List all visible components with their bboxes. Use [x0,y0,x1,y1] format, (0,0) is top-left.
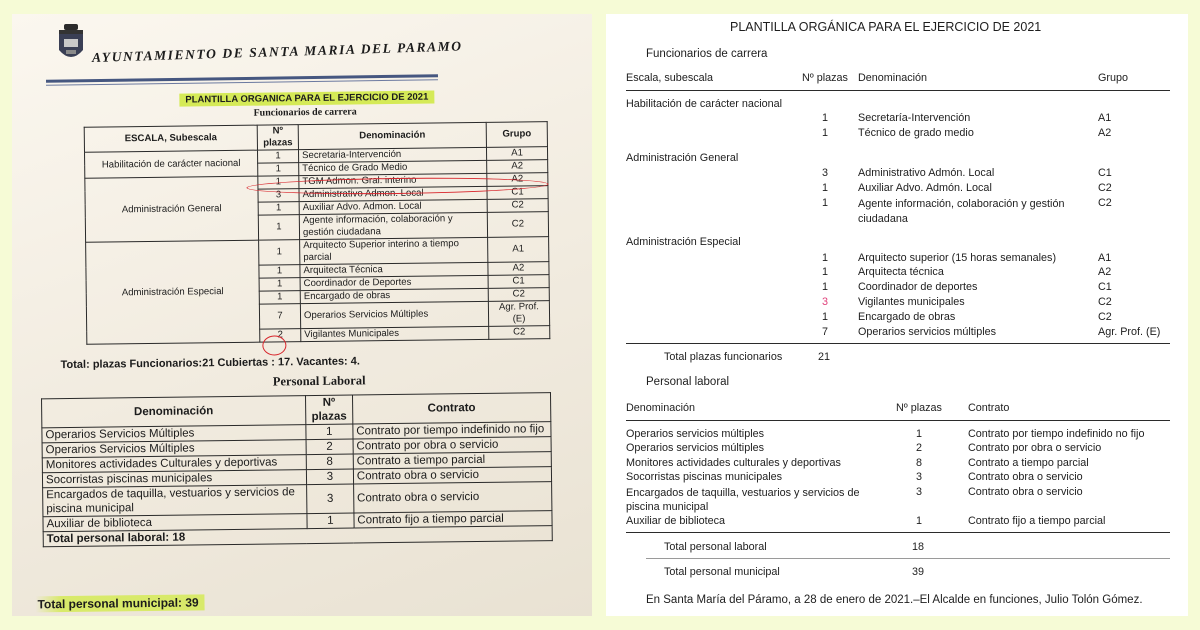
denominacion-cell: Administrativo Admón. Local [858,167,995,179]
denominacion-cell: Operarios servicios múltiples [626,442,765,454]
published-document [606,14,1188,616]
denominacion-cell: Arquitecto Superior interino a tiempo parcial [300,237,488,264]
plazas-cell: 2 [916,442,923,454]
plazas-cell: 7 [822,326,829,338]
plazas-cell: 3 [822,167,829,179]
document-subtitle: Funcionarios de carrera [253,106,357,119]
contrato-cell: Contrato fijo a tiempo parcial [354,511,552,528]
grupo-cell: C2 [1098,311,1112,323]
column-header: Contrato [968,402,1010,414]
grupo-cell: A2 [1098,266,1112,278]
grupo-cell: C1 [1098,167,1112,179]
contrato-cell: Contrato a tiempo parcial [353,452,551,469]
section-title: Funcionarios de carrera [646,48,768,60]
column-header: Contrato [352,393,550,424]
denominacion-cell: Auxiliar Advo. Admón. Local [858,182,992,194]
grupo-cell: C2 [487,212,548,238]
denominacion-cell: Socorristas piscinas municipales [626,471,783,483]
header-rule [626,420,1170,421]
plazas-cell: 2 [260,329,301,342]
grupo-cell: A1 [486,147,547,161]
denominacion-cell: Secretaría-Intervención [858,112,971,124]
grupo-cell: A1 [1098,112,1112,124]
grupo-cell: C2 [1098,182,1112,194]
plazas-cell: 1 [257,150,298,163]
denominacion-cell: Socorristas piscinas municipales [42,470,306,488]
plazas-cell: 8 [306,454,353,470]
plazas-cell: 2 [306,439,353,455]
total-municipal-label: Total personal municipal [664,566,780,578]
denominacion-cell: Encargados de taquilla, vestuarios y servicios de piscina municipal [626,487,860,513]
header-rule [626,90,1170,91]
denominacion-cell: Secretaria-Intervención [298,147,486,162]
group-label: Administración General [626,152,739,164]
document-title: PLANTILLA ORGÁNICA PARA EL EJERCICIO DE 2021 [730,20,1042,34]
total-laboral: Total personal laboral: 18 [43,526,552,547]
plazas-cell: 1 [259,265,300,278]
grupo-cell: Agr. Prof. (E) [1098,326,1161,338]
column-header: Escala, subescala [626,72,714,84]
plazas-cell: 1 [258,163,299,176]
contrato-cell: Contrato obra o servicio [968,471,1083,483]
personal-laboral-title: Personal Laboral [272,373,366,389]
document-body [12,14,592,616]
plazas-cell: 1 [259,278,300,291]
grupo-cell: C1 [487,186,548,200]
column-header: Grupo [1098,72,1129,84]
group-cell: Administración General [85,176,259,242]
grupo-cell: A2 [1098,127,1112,139]
plazas-cell: 1 [822,266,829,278]
plazas-cell: 1 [307,513,354,529]
grupo-cell: A1 [488,237,549,263]
contrato-cell: Contrato obra o servicio [353,482,551,513]
total-funcionarios-value: 21 [818,351,831,363]
denominacion-cell: Operarios Servicios Múltiples [42,425,306,443]
plazas-cell: 7 [259,304,300,329]
denominacion-cell: Arquitecta técnica [858,266,944,278]
denominacion-cell: Agente información, colaboración y gestión ciudadana [858,198,1065,225]
denominacion-cell: Arquitecta Técnica [300,262,488,277]
total-funcionarios-label: Total plazas funcionarios [664,351,783,363]
plazas-cell: 1 [822,197,829,209]
denominacion-cell: Vigilantes Municipales [301,326,489,341]
plazas-cell: 1 [916,428,923,440]
denominacion-cell: Operarios servicios múltiples [626,428,765,440]
grupo-cell: A2 [488,262,549,276]
total-laboral-label: Total personal laboral [664,541,767,553]
denominacion-cell: Coordinador de Deportes [300,275,488,290]
denominacion-cell: Encargado de obras [858,311,956,323]
column-header: Denominación [42,396,306,428]
column-header: Denominación [858,72,928,84]
group-label: Habilitación de carácter nacional [626,98,783,110]
denominacion-cell: Vigilantes municipales [858,296,965,308]
plazas-cell: 3 [916,471,923,483]
column-header: ESCALA, Subescala [84,125,257,152]
grupo-cell: C1 [1098,281,1112,293]
grupo-cell: A1 [1098,252,1112,264]
plazas-cell: 3 [822,296,829,308]
plazas-cell: 1 [822,281,829,293]
plazas-cell: 1 [822,112,829,124]
denominacion-cell: Agente información, colaboración y gestión ciudadana [299,212,487,239]
total-municipal-value: 39 [912,566,925,578]
section-title: Personal laboral [646,376,730,388]
plazas-cell: 3 [916,486,923,498]
denominacion-cell: Auxiliar Advo. Admon. Local [299,199,487,214]
grupo-cell: C2 [1098,296,1112,308]
plazas-cell: 1 [258,202,299,215]
plazas-cell: 1 [259,291,300,304]
plazas-cell: 1 [822,311,829,323]
grupo-cell: Agr. Prof. (E) [488,301,549,327]
denominacion-cell: Monitores actividades culturales y deportivas [626,457,841,469]
total-laboral-value: 18 [912,541,925,553]
divider [626,343,1170,344]
denominacion-cell: Técnico de Grado Medio [299,160,487,175]
plazas-cell: 8 [916,457,923,469]
denominacion-cell: Técnico de grado medio [858,127,974,139]
contrato-cell: Contrato por tiempo indefinido no fijo [353,422,551,439]
denominacion-cell: Operarios servicios múltiples [858,326,997,338]
funcionarios-table [84,121,551,345]
column-header: Grupo [486,122,547,148]
plazas-cell: 1 [258,176,299,189]
column-header: Nº plazas [802,72,848,84]
plazas-cell: 1 [916,515,923,527]
denominacion-cell: Operarios Servicios Múltiples [300,301,488,328]
denominacion-cell: Monitores actividades Culturales y deportivas [42,455,306,473]
plazas-cell: 1 [822,127,829,139]
plazas-cell: 3 [306,484,353,514]
column-header: Nº plazas [305,395,352,425]
denominacion-cell: Encargado de obras [300,288,488,303]
plazas-cell: 1 [822,252,829,264]
divider [626,532,1170,533]
red-circle-annotation [262,335,286,355]
contrato-cell: Contrato por obra o servicio [968,442,1102,454]
grupo-cell: A2 [487,160,548,174]
grupo-cell: C2 [489,326,550,340]
signature-footer: En Santa María del Páramo, a 28 de enero de 2021.–El Alcalde en funciones, Julio Tolón Gómez. [646,594,1143,606]
contrato-cell: Contrato por obra o servicio [353,437,551,454]
contrato-cell: Contrato obra o servicio [968,486,1083,498]
denominacion-cell: Arquitecto superior (15 horas semanales) [858,252,1057,264]
plazas-cell: 3 [258,189,299,202]
group-cell: Habilitación de carácter nacional [85,150,258,178]
grupo-cell: C2 [1098,197,1112,209]
plazas-cell: 1 [258,215,299,240]
denominacion-cell: Auxiliar de biblioteca [626,515,726,527]
council-header: AYUNTAMIENTO DE SANTA MARIA DEL PARAMO [91,38,463,65]
group-cell: Administración Especial [86,240,260,344]
plazas-cell: 1 [822,182,829,194]
column-header: Denominación [298,122,486,149]
column-header: Nº plazas [257,125,298,150]
document-title: PLANTILLA ORGANICA PARA EL EJERCICIO DE 2021 [179,90,434,106]
column-header: Denominación [626,402,696,414]
grupo-cell: C1 [488,275,549,289]
denominacion-cell: Administrativo Admon. Local [299,186,487,201]
contrato-cell: Contrato por tiempo indefinido no fijo [968,428,1145,440]
grupo-cell: A2 [487,173,548,187]
group-label: Administración Especial [626,236,741,248]
contrato-cell: Contrato obra o servicio [353,467,551,484]
original-document-photo [12,14,592,616]
divider [646,558,1170,559]
denominacion-cell: TGM Admon. Gral. interino [299,173,487,188]
total-municipal: Total personal municipal: 39 [35,594,204,612]
denominacion-cell: Auxiliar de biblioteca [43,514,307,532]
denominacion-cell: Encargados de taquilla, vestuarios y servicios de piscina municipal [43,485,307,517]
denominacion-cell: Coordinador de deportes [858,281,978,293]
total-funcionarios: Total: plazas Funcionarios:21 Cubiertas : 17. Vacantes: 4. [60,355,360,372]
contrato-cell: Contrato fijo a tiempo parcial [968,515,1106,527]
contrato-cell: Contrato a tiempo parcial [968,457,1089,469]
column-header: Nº plazas [896,402,942,414]
grupo-cell: C2 [488,288,549,302]
plazas-cell: 3 [306,469,353,485]
laboral-table [41,392,553,547]
plazas-cell: 1 [306,424,353,440]
grupo-cell: C2 [487,199,548,213]
denominacion-cell: Operarios Servicios Múltiples [42,440,306,458]
plazas-cell: 1 [259,240,300,265]
